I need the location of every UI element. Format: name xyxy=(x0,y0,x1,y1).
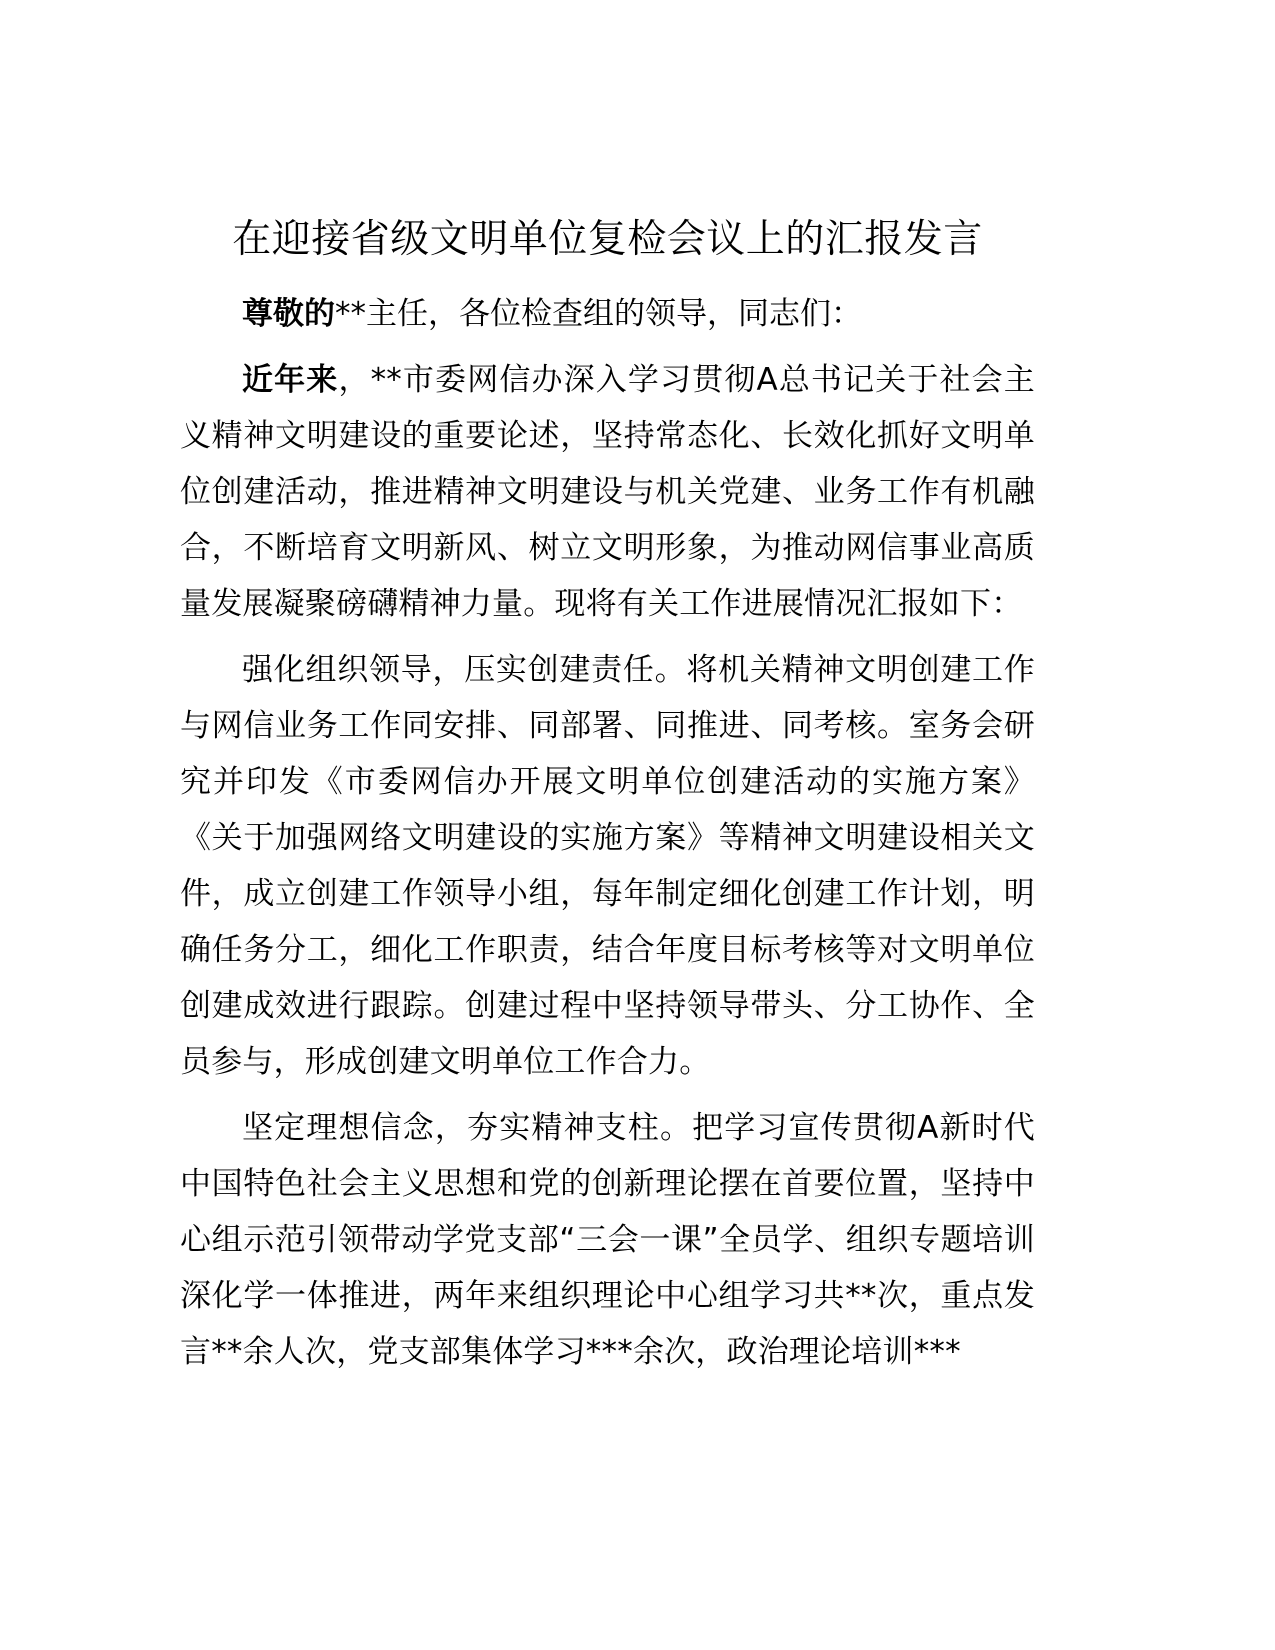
paragraph-text: 强化组织领导，压实创建责任。将机关精神文明创建工作与网信业务工作同安排、同部署、同推进、同考核。室务会研究并印发《市委网信办开展文明单位创建活动的实施方案》《关于加强网络文明建设的实施方案》等精神文明建设相关文件，成立创建工作领导小组，每年制定细化创建工作计划，明确任务分工，细化工作职责，结合年度目标考核等对文明单位创建成效进行跟踪。创建过程中坚持领导带头、分工协作、全员参与，形成创建文明单位工作合力。 xyxy=(180,652,1035,1080)
paragraph-text: 坚定理想信念，夯实精神支柱。把学习宣传贯彻A新时代中国特色社会主义思想和党的创新理论摆在首要位置，坚持中心组示范引领带动学党支部“三会一课”全员学、组织专题培训深化学一体推进，两年来组织理论中心组学习共**次，重点发言**余人次，党支部集体学习***余次，政治理论培训*** xyxy=(180,1110,1035,1370)
salutation-lead: 尊敬的 xyxy=(242,296,335,332)
salutation-text: **主任，各位检查组的领导，同志们： xyxy=(335,296,862,332)
paragraph-text: ，**市委网信办深入学习贯彻A总书记关于社会主义精神文明建设的重要论述，坚持常态化、长效化抓好文明单位创建活动，推进精神文明建设与机关党建、业务工作有机融合，不断培育文明新风、树立文明形象，为推动网信事业高质量发展凝聚磅礴精神力量。现将有关工作进展情况汇报如下： xyxy=(180,362,1035,622)
paragraph-lead: 近年来 xyxy=(242,362,339,398)
salutation xyxy=(180,286,1035,342)
paragraph-intro xyxy=(180,352,1035,632)
document-page xyxy=(180,210,1035,1390)
paragraph-ideals xyxy=(180,1100,1035,1380)
document-title: 在迎接省级文明单位复检会议上的汇报发言 xyxy=(232,217,983,262)
paragraph-organization xyxy=(180,642,1035,1090)
